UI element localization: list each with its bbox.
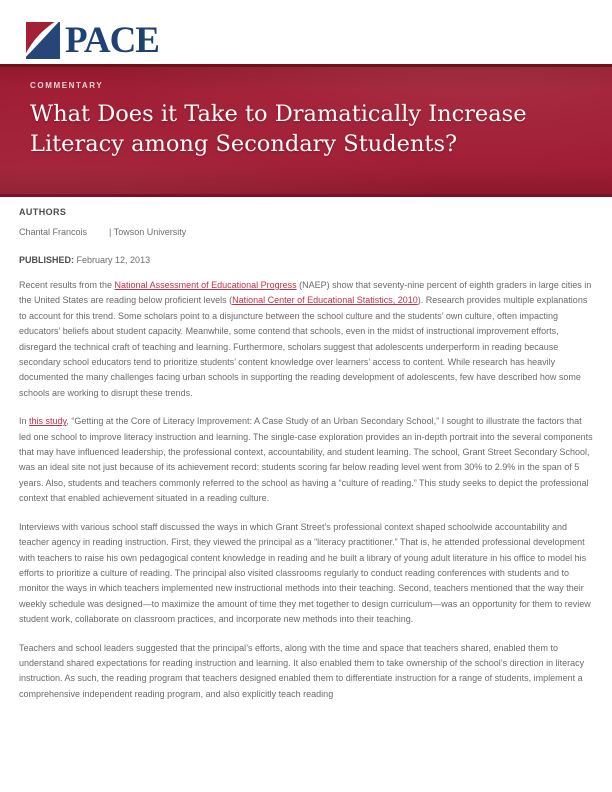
article-content xyxy=(0,197,612,702)
article-paragraph-2 xyxy=(19,414,595,506)
text-segment: ). Research provides multiple explanations to account for this trend. Some scholars point to a disjuncture between the school culture and the students’ own culture, often impacting educators’ beliefs about student capacity. Meanwhile, some contend that schools, even in the midst of instructional improvement efforts, disregard the technical craft of teaching and learning. Furthermore, scholars suggest that adolescents underperform in reading because secondary school educators tend to prioritize students’ content knowledge over learners’ access to content. While research has heavily documented the many challenges facing urban schools in supporting the reading development of adolescents, few have described how some schools are working to disrupt these trends. xyxy=(19,295,588,398)
text-segment: Interviews with various school staff discussed the ways in which Grant Street’s professional context shaped schoolwide accountability and teacher agency in reading instruction. First, they viewed the principal as a “literacy practitioner.” That is, he attended professional development with teachers to raise his own pedagogical content knowledge in reading and he built a library of young adult literature in his office to model his efforts to prioritize a culture of reading. The principal also visited classrooms regularly to conduct reading conferences with students and to monitor the ways in which teachers implemented new instructional methods into their teaching. Second, teachers mentioned that the way their weekly schedule was designed—to maximize the amount of time they met together to design curriculum—was an opportunity for them to review student work, collaborate on classroom practices, and incorporate new methods into their teaching. xyxy=(19,521,591,625)
author-name: Chantal Francois xyxy=(19,227,88,237)
text-segment: , “Getting at the Core of Literacy Improvement: A Case Study of an Urban Secondary School,” I sought to illustrate the factors that led one school to improve literacy instruction and learning. The single-case exploration provides an in-depth portrait into the several components that may have influenced leadership, the professional context, accountability, and student learning. The school, Grant Street Secondary School, was an ideal site not just because of its achievement record: students scoring far below reading level went from 30% to 2.9% in the span of 5 years. Also, students and teachers commonly referred to the school as having a “culture of reading.” This study seeks to depict the professional context that enabled achievement situated in a reading culture. xyxy=(19,416,593,504)
title-banner xyxy=(0,64,612,197)
published-label: PUBLISHED: xyxy=(19,255,75,265)
published-line xyxy=(19,255,594,265)
pace-logo[interactable] xyxy=(26,22,159,59)
text-segment: In xyxy=(19,416,30,427)
article-paragraph-4 xyxy=(19,641,595,703)
authors-label: AUTHORS xyxy=(19,207,67,217)
published-date: February 12, 2013 xyxy=(76,255,151,265)
affiliation-name: Towson University xyxy=(113,227,187,237)
article-paragraph-3 xyxy=(19,520,595,628)
inline-link[interactable]: National Center of Educational Statistics, 2010 xyxy=(232,295,418,306)
affiliation-separator: | xyxy=(109,227,112,237)
article-paragraph-1 xyxy=(19,278,595,401)
pace-logo-text: PACE xyxy=(65,20,159,61)
inline-link[interactable]: this study xyxy=(29,416,67,427)
text-segment: Teachers and school leaders suggested that the principal’s efforts, along with the time and space that teachers shared, enabled them to understand shared expectations for reading instruction and learning. It also enabled them to take ownership of the school’s direction in literacy instruction. As such, the reading program that teachers designed enabled them to differentiate instruction for a range of students, implement a comprehensive independent reading program, and also explicitly teach reading xyxy=(19,642,585,699)
author-affiliation xyxy=(109,222,186,242)
inline-link[interactable]: National Assessment of Educational Progress xyxy=(114,280,297,290)
article-title: What Does it Take to Dramatically Increase Literacy among Secondary Students? xyxy=(30,101,527,157)
pace-logo-mark-icon xyxy=(26,22,60,59)
commentary-kicker: COMMENTARY xyxy=(30,81,104,90)
text-segment: Recent results from the xyxy=(19,280,115,290)
text-segment: (NAEP) show that seventy-nine percent of eighth graders in large cities in the United States are reading below proficient levels ( xyxy=(19,280,592,306)
author-row xyxy=(19,222,594,242)
site-header xyxy=(0,0,612,64)
